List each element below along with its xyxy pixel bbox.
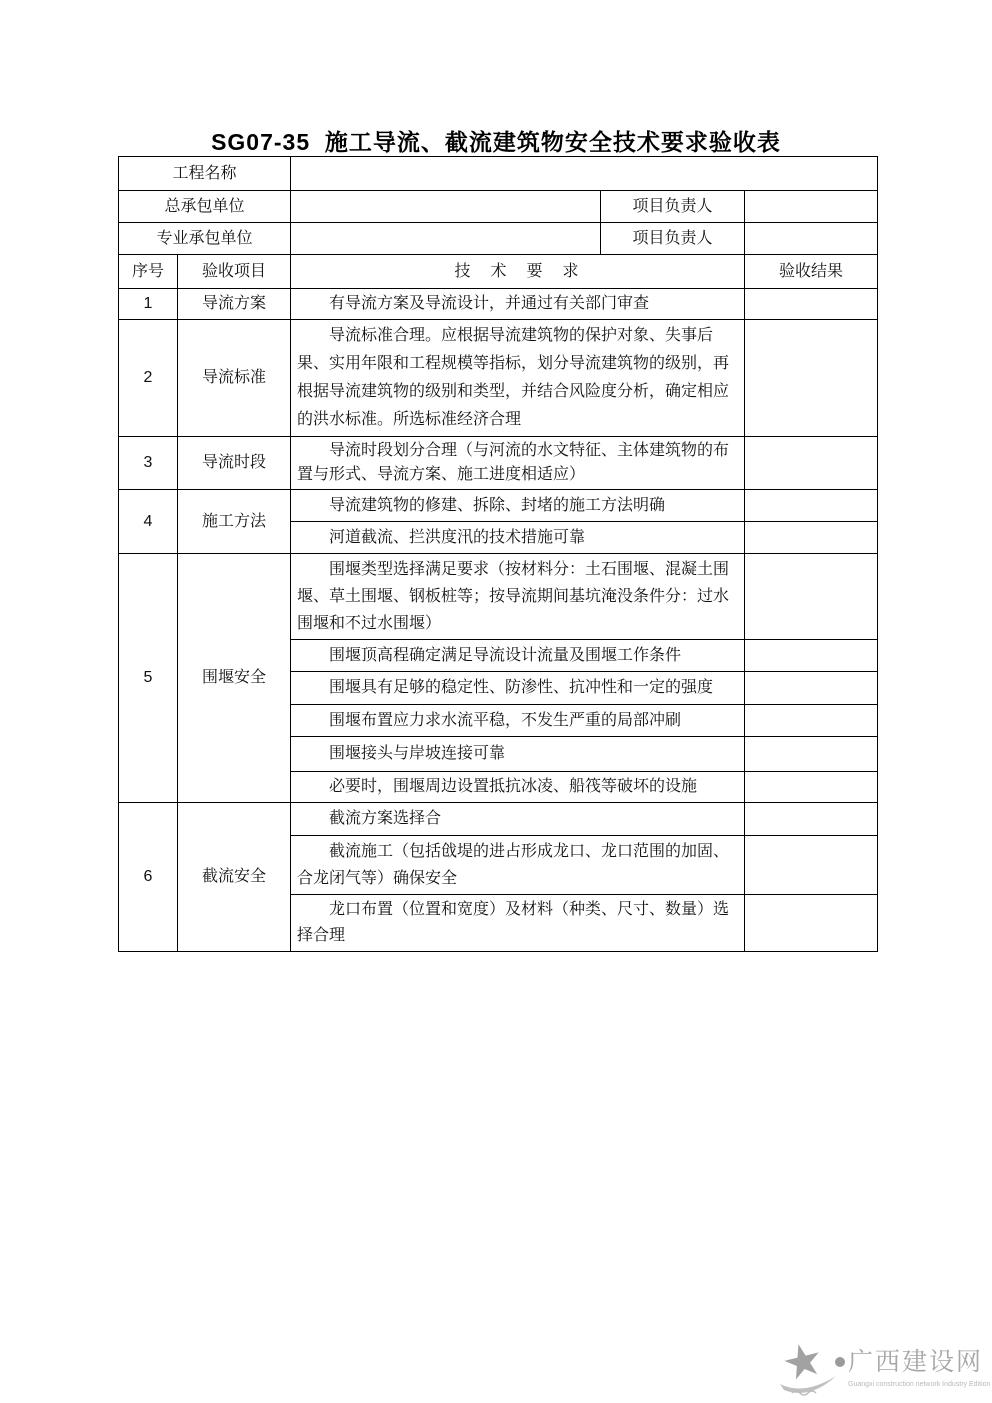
specialty-contractor-value-cell [291, 223, 601, 255]
table-row [119, 437, 878, 490]
requirement-cell: 有导流方案及导流设计，并通过有关部门审查 [291, 289, 745, 320]
star-icon: ★ [776, 1329, 830, 1393]
specialty-contractor-label: 专业承包单位 [119, 223, 291, 255]
watermark-brand-text: 广西建设网 [848, 1349, 984, 1376]
swoosh-icon [778, 1374, 846, 1398]
column-header-row [119, 255, 878, 289]
result-cell [745, 895, 878, 952]
requirement-cell: 河道截流、拦洪度汛的技术措施可靠 [291, 522, 745, 554]
result-cell [745, 803, 878, 836]
dot-icon [835, 1357, 845, 1367]
row-no-cell: 6 [119, 803, 178, 952]
info-row-specialty-contractor [119, 223, 878, 255]
result-cell [745, 705, 878, 737]
watermark-subtitle-text: Guangxi construction network Industry Edition [848, 1381, 991, 1388]
col-header-requirement: 技 术 要 求 [291, 255, 745, 289]
requirement-cell: 围堰接头与岸坡连接可靠 [291, 737, 745, 772]
row-item-cell: 截流安全 [178, 803, 291, 952]
result-cell [745, 672, 878, 705]
row-no-cell: 1 [119, 289, 178, 320]
result-cell [745, 490, 878, 522]
row-no-cell: 2 [119, 320, 178, 437]
requirement-cell: 龙口布置（位置和宽度）及材料（种类、尺寸、数量）选择合理 [291, 895, 745, 952]
requirement-cell: 围堰顶高程确定满足导流设计流量及围堰工作条件 [291, 640, 745, 672]
requirement-cell: 截流方案选择合 [291, 803, 745, 836]
result-cell [745, 289, 878, 320]
project-name-value-cell [291, 157, 878, 191]
project-leader-label: 项目负责人 [601, 191, 745, 223]
table-row [119, 803, 878, 836]
requirement-cell: 围堰布置应力求水流平稳，不发生严重的局部冲刷 [291, 705, 745, 737]
row-item-cell: 导流时段 [178, 437, 291, 490]
result-cell [745, 437, 878, 490]
result-cell [745, 640, 878, 672]
acceptance-form-table [118, 156, 878, 952]
row-item-cell: 导流标准 [178, 320, 291, 437]
table-row [119, 289, 878, 320]
col-header-no: 序号 [119, 255, 178, 289]
requirement-cell: 围堰具有足够的稳定性、防渗性、抗冲性和一定的强度 [291, 672, 745, 705]
col-header-item: 验收项目 [178, 255, 291, 289]
site-watermark [776, 1329, 991, 1398]
project-leader-value-cell [745, 223, 878, 255]
row-no-cell: 4 [119, 490, 178, 554]
requirement-cell: 截流施工（包括戗堤的进占形成龙口、龙口范围的加固、合龙闭气等）确保安全 [291, 836, 745, 895]
project-leader-label: 项目负责人 [601, 223, 745, 255]
requirement-cell: 导流标准合理。应根据导流建筑物的保护对象、失事后果、实用年限和工程规模等指标，划分导流建筑物的级别，再根据导流建筑物的级别和类型，并结合风险度分析，确定相应的洪水标准。所选标准经济合理 [291, 320, 745, 437]
result-cell [745, 554, 878, 640]
requirement-cell: 导流建筑物的修建、拆除、封堵的施工方法明确 [291, 490, 745, 522]
info-row-general-contractor [119, 191, 878, 223]
general-contractor-value-cell [291, 191, 601, 223]
result-cell [745, 772, 878, 803]
table-row [119, 554, 878, 640]
table-row [119, 320, 878, 437]
requirement-cell: 围堰类型选择满足要求（按材料分：土石围堰、混凝土围堰、草土围堰、钢板桩等；按导流期间基坑淹没条件分：过水围堰和不过水围堰） [291, 554, 745, 640]
project-leader-value-cell [745, 191, 878, 223]
result-cell [745, 737, 878, 772]
requirement-cell: 导流时段划分合理（与河流的水文特征、主体建筑物的布置与形式、导流方案、施工进度相适应） [291, 437, 745, 490]
row-item-cell: 导流方案 [178, 289, 291, 320]
table-row [119, 490, 878, 522]
col-header-result: 验收结果 [745, 255, 878, 289]
info-row-project [119, 157, 878, 191]
row-no-cell: 3 [119, 437, 178, 490]
general-contractor-label: 总承包单位 [119, 191, 291, 223]
project-name-label: 工程名称 [119, 157, 291, 191]
row-no-cell: 5 [119, 554, 178, 803]
row-item-cell: 围堰安全 [178, 554, 291, 803]
result-cell [745, 836, 878, 895]
result-cell [745, 522, 878, 554]
row-item-cell: 施工方法 [178, 490, 291, 554]
result-cell [745, 320, 878, 437]
form-title: SG07-35 施工导流、截流建筑物安全技术要求验收表 [211, 129, 781, 155]
requirement-cell: 必要时，围堰周边设置抵抗冰凌、船筏等破坏的设施 [291, 772, 745, 803]
